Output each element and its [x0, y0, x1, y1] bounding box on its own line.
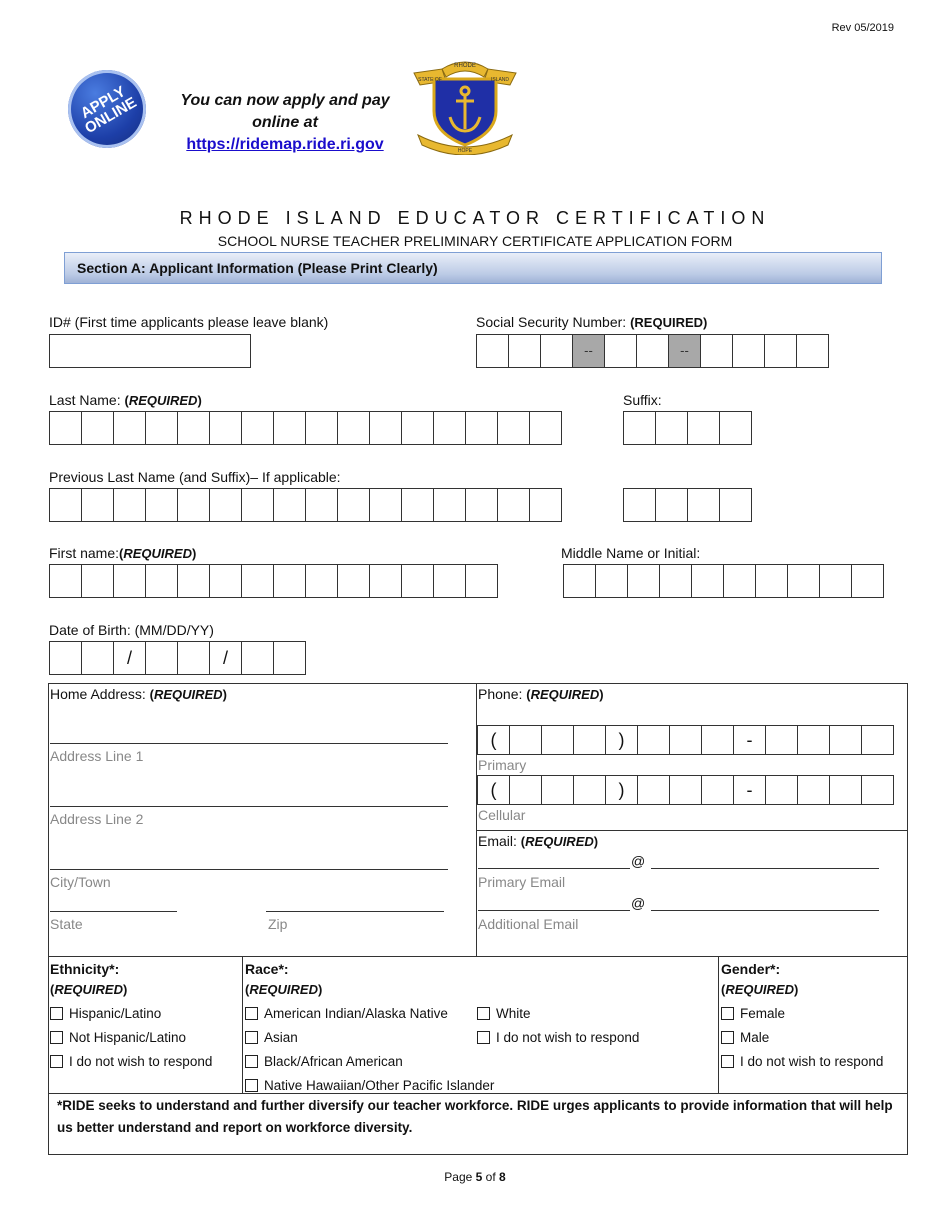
last-name-required: (REQUIRED)	[124, 393, 202, 408]
char-box[interactable]	[861, 775, 894, 805]
char-box[interactable]	[659, 564, 692, 598]
apply-online-badge[interactable]	[68, 70, 146, 148]
char-box[interactable]	[529, 488, 562, 522]
char-box[interactable]	[113, 488, 146, 522]
address-line2-input[interactable]	[50, 806, 448, 807]
char-box[interactable]	[465, 488, 498, 522]
option-label: American Indian/Alaska Native	[264, 1006, 448, 1021]
city-input[interactable]	[50, 869, 448, 870]
page-title: RHODE ISLAND EDUCATOR CERTIFICATION	[179, 208, 771, 228]
primary-email-at: @	[631, 853, 646, 869]
option-label: I do not wish to respond	[69, 1054, 213, 1069]
dob-separator: /	[113, 641, 146, 675]
char-box[interactable]	[273, 411, 306, 445]
char-box[interactable]	[337, 488, 370, 522]
middle-name-input[interactable]	[563, 564, 884, 598]
char-box[interactable]	[49, 564, 82, 598]
required-word: REQUIRED	[54, 982, 123, 997]
apply-online-badge-text: APPLY ONLINE	[77, 82, 140, 138]
additional-email-at: @	[631, 895, 646, 911]
race-option[interactable]	[245, 1002, 494, 1026]
char-box[interactable]	[829, 725, 862, 755]
char-box[interactable]	[369, 488, 402, 522]
phone-required: (REQUIRED)	[526, 687, 604, 702]
seal-bottom-text: HOPE	[457, 148, 473, 154]
char-box[interactable]	[49, 411, 82, 445]
char-box[interactable]	[764, 334, 797, 368]
char-box[interactable]	[497, 488, 530, 522]
rhode-island-seal	[412, 55, 518, 155]
char-box[interactable]	[209, 411, 242, 445]
page-total: 8	[499, 1170, 506, 1184]
char-box[interactable]	[655, 488, 688, 522]
home-address-label	[50, 686, 227, 702]
primary-phone-caption: Primary	[478, 757, 527, 773]
char-box[interactable]	[305, 564, 338, 598]
char-box[interactable]	[177, 641, 210, 675]
seal-left-text: STATE OF	[418, 77, 442, 83]
prev-suffix-input[interactable]	[623, 488, 752, 522]
state-input[interactable]	[50, 911, 177, 912]
page-prefix: Page	[444, 1170, 473, 1184]
char-box[interactable]	[273, 641, 306, 675]
home-address-required: (REQUIRED)	[149, 687, 227, 702]
char-box[interactable]	[433, 411, 466, 445]
ssn-separator: --	[572, 334, 605, 368]
page-current: 5	[475, 1170, 483, 1184]
char-box[interactable]	[796, 334, 829, 368]
char-box[interactable]	[401, 488, 434, 522]
char-box[interactable]	[401, 564, 434, 598]
char-box[interactable]	[797, 725, 830, 755]
ethnicity-option[interactable]	[50, 1026, 212, 1050]
phone-paren-open: (	[477, 725, 510, 755]
char-box[interactable]	[627, 564, 660, 598]
ethnicity-label: Ethnicity*:	[50, 961, 120, 977]
gender-option[interactable]	[721, 1002, 883, 1026]
ssn-input[interactable]	[476, 334, 829, 368]
char-box[interactable]	[241, 411, 274, 445]
address-line1-input[interactable]	[50, 743, 448, 744]
address-line1-caption: Address Line 1	[50, 748, 144, 764]
char-box[interactable]	[719, 411, 752, 445]
primary-phone-input[interactable]	[477, 725, 894, 755]
char-box[interactable]	[509, 775, 542, 805]
char-box[interactable]	[273, 488, 306, 522]
page-of: of	[485, 1170, 496, 1184]
char-box[interactable]	[145, 564, 178, 598]
additional-email-domain-input[interactable]	[651, 910, 879, 911]
state-caption: State	[50, 916, 83, 932]
promo-line-2: online at	[252, 114, 318, 131]
char-box[interactable]	[819, 564, 852, 598]
first-name-input[interactable]	[49, 564, 498, 598]
char-box[interactable]	[687, 411, 720, 445]
ethnicity-option[interactable]	[50, 1002, 212, 1026]
email-required: (REQUIRED)	[520, 834, 599, 849]
char-box[interactable]	[573, 775, 606, 805]
cellular-phone-input[interactable]	[477, 775, 894, 805]
char-box[interactable]	[637, 775, 670, 805]
char-box[interactable]	[765, 775, 798, 805]
gender-options	[721, 1002, 883, 1074]
checkbox-icon[interactable]	[50, 1055, 63, 1068]
char-box[interactable]	[732, 334, 765, 368]
race-option[interactable]	[477, 1002, 639, 1026]
char-box[interactable]	[273, 564, 306, 598]
char-box[interactable]	[623, 488, 656, 522]
race-option[interactable]	[477, 1026, 639, 1050]
primary-email-domain-input[interactable]	[651, 868, 879, 869]
ssn-label	[476, 314, 707, 330]
char-box[interactable]	[433, 564, 466, 598]
required-word: REQUIRED	[123, 546, 192, 561]
char-box[interactable]	[797, 775, 830, 805]
demographics-top-line	[48, 956, 908, 957]
char-box[interactable]	[241, 564, 274, 598]
gender-required: (REQUIRED)	[721, 982, 799, 997]
char-box[interactable]	[541, 725, 574, 755]
char-box[interactable]	[305, 488, 338, 522]
char-box[interactable]	[687, 488, 720, 522]
middle-name-label: Middle Name or Initial:	[561, 545, 701, 561]
char-box[interactable]	[113, 564, 146, 598]
char-box[interactable]	[861, 725, 894, 755]
additional-email-user-input[interactable]	[478, 910, 630, 911]
char-box[interactable]	[177, 488, 210, 522]
required-word: REQUIRED	[128, 393, 198, 408]
race-options-col1	[245, 1002, 494, 1098]
char-box[interactable]	[636, 334, 669, 368]
diversity-note: *RIDE seeks to understand and further diversify our teacher workforce. RIDE urges applicants to provide information that will help us better understand and report on workforce diversity.	[57, 1098, 893, 1135]
char-box[interactable]	[497, 411, 530, 445]
option-label: Asian	[264, 1030, 298, 1045]
option-label: Male	[740, 1030, 770, 1045]
phone-dash: -	[733, 775, 766, 805]
char-box[interactable]	[700, 334, 733, 368]
page-subtitle: SCHOOL NURSE TEACHER PRELIMINARY CERTIFICATE APPLICATION FORM	[217, 233, 733, 249]
phone-paren-open: (	[477, 775, 510, 805]
char-box[interactable]	[755, 564, 788, 598]
char-box[interactable]	[337, 564, 370, 598]
option-label: Not Hispanic/Latino	[69, 1030, 187, 1045]
char-box[interactable]	[508, 334, 541, 368]
ethnicity-race-divider	[242, 956, 243, 1093]
checkbox-icon[interactable]	[477, 1031, 490, 1044]
char-box[interactable]	[49, 641, 82, 675]
address-line2-caption: Address Line 2	[50, 811, 144, 827]
char-box[interactable]	[49, 488, 82, 522]
char-box[interactable]	[701, 775, 734, 805]
required-word: REQUIRED	[530, 687, 600, 702]
primary-email-caption: Primary Email	[478, 874, 566, 890]
ethnicity-option[interactable]	[50, 1050, 212, 1074]
last-name-input[interactable]	[49, 411, 562, 445]
char-box[interactable]	[669, 775, 702, 805]
char-box[interactable]	[476, 334, 509, 368]
required-word: REQUIRED	[725, 982, 794, 997]
char-box[interactable]	[765, 725, 798, 755]
ethnicity-required: (REQUIRED)	[50, 982, 128, 997]
checkbox-icon[interactable]	[245, 1007, 258, 1020]
phone-paren-close: )	[605, 775, 638, 805]
gender-option[interactable]	[721, 1050, 883, 1074]
checkbox-icon[interactable]	[245, 1079, 258, 1092]
char-box[interactable]	[723, 564, 756, 598]
char-box[interactable]	[81, 641, 114, 675]
prev-last-name-input[interactable]	[49, 488, 562, 522]
ethnicity-group	[50, 959, 127, 1000]
city-caption: City/Town	[50, 874, 111, 890]
char-box[interactable]	[241, 641, 274, 675]
email-label	[478, 833, 598, 849]
char-box[interactable]	[145, 641, 178, 675]
required-word: REQUIRED	[249, 982, 318, 997]
race-group	[245, 959, 322, 1000]
cellular-phone-caption: Cellular	[478, 807, 526, 823]
char-box[interactable]	[540, 334, 573, 368]
checkbox-icon[interactable]	[245, 1031, 258, 1044]
online-apply-notice	[170, 90, 400, 156]
char-box[interactable]	[851, 564, 884, 598]
option-label: Hispanic/Latino	[69, 1006, 162, 1021]
char-box[interactable]	[81, 411, 114, 445]
char-box[interactable]	[787, 564, 820, 598]
char-box[interactable]	[177, 411, 210, 445]
zip-caption: Zip	[268, 916, 288, 932]
char-box[interactable]	[369, 564, 402, 598]
id-input[interactable]	[49, 334, 251, 368]
phone-label	[478, 686, 604, 702]
gender-label: Gender*:	[721, 961, 781, 977]
char-box[interactable]	[465, 411, 498, 445]
char-box[interactable]	[541, 775, 574, 805]
char-box[interactable]	[465, 564, 498, 598]
page-number	[0, 1170, 950, 1184]
phone-label-text: Phone:	[478, 686, 523, 702]
first-name-required: (REQUIRED)	[119, 546, 197, 561]
char-box[interactable]	[433, 488, 466, 522]
option-label: I do not wish to respond	[740, 1054, 884, 1069]
suffix-input[interactable]	[623, 411, 752, 445]
char-box[interactable]	[81, 488, 114, 522]
char-box[interactable]	[637, 725, 670, 755]
ssn-label-text: Social Security Number:	[476, 314, 627, 330]
seal-top-text: RHODE	[454, 63, 476, 69]
char-box[interactable]	[145, 488, 178, 522]
dob-input[interactable]	[49, 641, 306, 675]
race-label: Race*:	[245, 961, 289, 977]
ssn-separator: --	[668, 334, 701, 368]
option-label: Native Hawaiian/Other Pacific Islander	[264, 1078, 495, 1093]
char-box[interactable]	[563, 564, 596, 598]
additional-email-caption: Additional Email	[478, 916, 579, 932]
phone-email-divider	[476, 830, 908, 831]
char-box[interactable]	[529, 411, 562, 445]
char-box[interactable]	[509, 725, 542, 755]
char-box[interactable]	[145, 411, 178, 445]
char-box[interactable]	[81, 564, 114, 598]
phone-paren-close: )	[605, 725, 638, 755]
race-options-col2	[477, 1002, 639, 1050]
first-name-label	[49, 545, 196, 561]
dob-separator: /	[209, 641, 242, 675]
char-box[interactable]	[241, 488, 274, 522]
id-label: ID# (First time applicants please leave blank)	[49, 314, 329, 330]
revision-date: Rev 05/2019	[831, 22, 894, 34]
char-box[interactable]	[701, 725, 734, 755]
prev-last-name-label: Previous Last Name (and Suffix)– If applicable:	[49, 469, 341, 485]
primary-email-user-input[interactable]	[478, 868, 630, 869]
option-label: Female	[740, 1006, 786, 1021]
race-option[interactable]	[245, 1050, 494, 1074]
option-label: I do not wish to respond	[496, 1030, 640, 1045]
suffix-label: Suffix:	[623, 392, 662, 408]
race-gender-divider	[718, 956, 719, 1093]
checkbox-icon[interactable]	[50, 1031, 63, 1044]
char-box[interactable]	[337, 411, 370, 445]
checkbox-icon[interactable]	[721, 1031, 734, 1044]
ssn-required: (REQUIRED)	[630, 315, 708, 330]
ethnicity-options	[50, 1002, 212, 1074]
phone-dash: -	[733, 725, 766, 755]
required-word: REQUIRED	[153, 687, 223, 702]
checkbox-icon[interactable]	[721, 1055, 734, 1068]
char-box[interactable]	[719, 488, 752, 522]
char-box[interactable]	[113, 411, 146, 445]
gender-option[interactable]	[721, 1026, 883, 1050]
char-box[interactable]	[369, 411, 402, 445]
checkbox-icon[interactable]	[50, 1007, 63, 1020]
checkbox-icon[interactable]	[245, 1055, 258, 1068]
race-option[interactable]	[245, 1026, 494, 1050]
first-name-label-text: First name:	[49, 545, 120, 561]
home-address-label-text: Home Address:	[50, 686, 146, 702]
email-label-text: Email:	[478, 833, 517, 849]
required-word: REQUIRED	[525, 834, 594, 849]
section-a-heading: Section A: Applicant Information (Please Print Clearly)	[64, 252, 882, 284]
checkbox-icon[interactable]	[477, 1007, 490, 1020]
dob-label: Date of Birth: (MM/DD/YY)	[49, 622, 214, 638]
seal-right-text: ISLAND	[490, 77, 510, 83]
checkbox-icon[interactable]	[721, 1007, 734, 1020]
zip-input[interactable]	[266, 911, 444, 912]
char-box[interactable]	[209, 564, 242, 598]
char-box[interactable]	[623, 411, 656, 445]
option-label: Black/African American	[264, 1054, 403, 1069]
char-box[interactable]	[209, 488, 242, 522]
ridemap-link[interactable]: https://ridemap.ride.ri.gov	[186, 136, 384, 153]
last-name-label	[49, 392, 202, 408]
char-box[interactable]	[305, 411, 338, 445]
promo-line-1: You can now apply and pay	[180, 92, 390, 109]
gender-group	[721, 959, 798, 1000]
option-label: White	[496, 1006, 531, 1021]
char-box[interactable]	[669, 725, 702, 755]
char-box[interactable]	[595, 564, 628, 598]
char-box[interactable]	[691, 564, 724, 598]
last-name-label-text: Last Name:	[49, 392, 121, 408]
char-box[interactable]	[401, 411, 434, 445]
race-required: (REQUIRED)	[245, 982, 323, 997]
char-box[interactable]	[573, 725, 606, 755]
char-box[interactable]	[829, 775, 862, 805]
char-box[interactable]	[177, 564, 210, 598]
char-box[interactable]	[655, 411, 688, 445]
char-box[interactable]	[604, 334, 637, 368]
